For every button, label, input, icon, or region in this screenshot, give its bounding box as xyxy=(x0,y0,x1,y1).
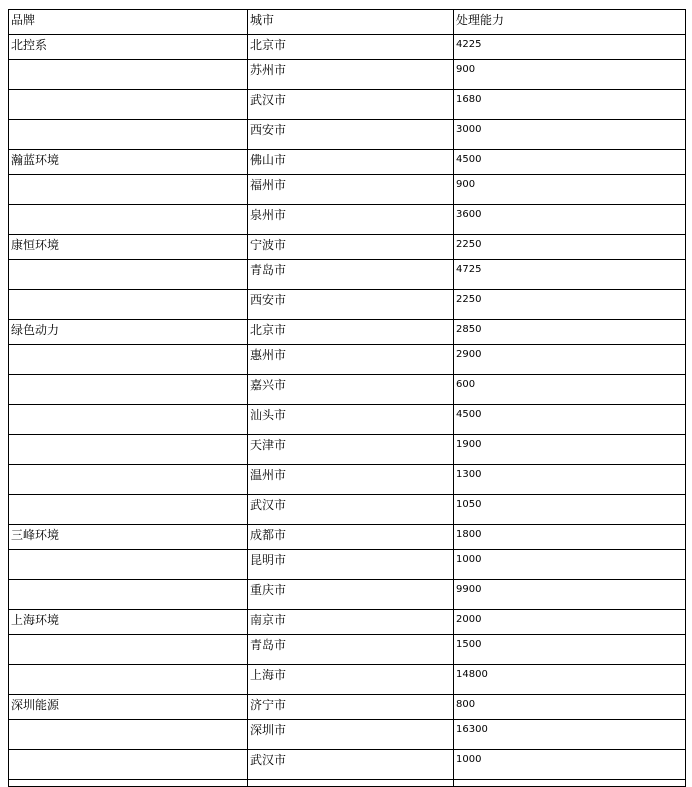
city-cell xyxy=(248,780,454,787)
capacity-cell: 2250 xyxy=(454,290,686,320)
city-cell: 武汉市 xyxy=(248,90,454,120)
table-row xyxy=(9,260,686,290)
city-cell: 武汉市 xyxy=(248,495,454,525)
brand-cell: 绿色动力 xyxy=(9,320,248,345)
capacity-cell: 1900 xyxy=(454,435,686,465)
header-capacity: 处理能力 xyxy=(454,10,686,35)
header-brand: 品牌 xyxy=(9,10,248,35)
table-row xyxy=(9,375,686,405)
brand-cell xyxy=(9,750,248,780)
table-row xyxy=(9,35,686,60)
brand-cell xyxy=(9,465,248,495)
table-row xyxy=(9,525,686,550)
city-cell: 青岛市 xyxy=(248,635,454,665)
city-cell: 天津市 xyxy=(248,435,454,465)
capacity-cell: 1680 xyxy=(454,90,686,120)
brand-cell xyxy=(9,405,248,435)
capacity-cell: 4500 xyxy=(454,405,686,435)
table-row xyxy=(9,205,686,235)
capacity-cell: 4500 xyxy=(454,150,686,175)
city-cell: 深圳市 xyxy=(248,720,454,750)
city-cell: 宁波市 xyxy=(248,235,454,260)
table-row xyxy=(9,235,686,260)
brand-cell xyxy=(9,495,248,525)
brand-cell: 瀚蓝环境 xyxy=(9,150,248,175)
table-row xyxy=(9,780,686,787)
city-cell: 泉州市 xyxy=(248,205,454,235)
city-cell: 西安市 xyxy=(248,290,454,320)
city-cell: 武汉市 xyxy=(248,750,454,780)
city-cell: 南京市 xyxy=(248,610,454,635)
capacity-cell: 1000 xyxy=(454,550,686,580)
table-row xyxy=(9,665,686,695)
capacity-cell: 1800 xyxy=(454,525,686,550)
city-cell: 昆明市 xyxy=(248,550,454,580)
brand-cell xyxy=(9,345,248,375)
table-row xyxy=(9,60,686,90)
city-cell: 嘉兴市 xyxy=(248,375,454,405)
capacity-cell: 4225 xyxy=(454,35,686,60)
city-cell: 北京市 xyxy=(248,320,454,345)
table-row xyxy=(9,750,686,780)
brand-cell: 北控系 xyxy=(9,35,248,60)
capacity-cell: 600 xyxy=(454,375,686,405)
brand-cell xyxy=(9,205,248,235)
city-cell: 佛山市 xyxy=(248,150,454,175)
brand-cell: 上海环境 xyxy=(9,610,248,635)
capacity-cell: 2250 xyxy=(454,235,686,260)
table-row xyxy=(9,635,686,665)
brand-cell xyxy=(9,175,248,205)
table-row xyxy=(9,120,686,150)
table-header-row xyxy=(9,10,686,35)
table-row xyxy=(9,90,686,120)
capacity-cell: 900 xyxy=(454,175,686,205)
capacity-cell: 2900 xyxy=(454,345,686,375)
capacity-cell: 2850 xyxy=(454,320,686,345)
capacity-cell: 1050 xyxy=(454,495,686,525)
brand-cell xyxy=(9,120,248,150)
brand-cell xyxy=(9,780,248,787)
table-row xyxy=(9,550,686,580)
city-cell: 成都市 xyxy=(248,525,454,550)
capacity-cell: 1300 xyxy=(454,465,686,495)
capacity-cell: 4725 xyxy=(454,260,686,290)
city-cell: 西安市 xyxy=(248,120,454,150)
table-row xyxy=(9,610,686,635)
brand-cell xyxy=(9,580,248,610)
city-cell: 汕头市 xyxy=(248,405,454,435)
capacity-cell: 3000 xyxy=(454,120,686,150)
table-row xyxy=(9,720,686,750)
city-cell: 惠州市 xyxy=(248,345,454,375)
capacity-cell: 2000 xyxy=(454,610,686,635)
capacity-table xyxy=(8,9,686,787)
table-row xyxy=(9,695,686,720)
capacity-cell xyxy=(454,780,686,787)
city-cell: 济宁市 xyxy=(248,695,454,720)
brand-cell xyxy=(9,665,248,695)
brand-cell xyxy=(9,550,248,580)
brand-cell: 三峰环境 xyxy=(9,525,248,550)
table-row xyxy=(9,580,686,610)
table-row xyxy=(9,435,686,465)
table-row xyxy=(9,345,686,375)
brand-cell xyxy=(9,60,248,90)
capacity-cell: 16300 xyxy=(454,720,686,750)
capacity-cell: 14800 xyxy=(454,665,686,695)
brand-cell: 深圳能源 xyxy=(9,695,248,720)
header-city: 城市 xyxy=(248,10,454,35)
table-row xyxy=(9,150,686,175)
capacity-cell: 3600 xyxy=(454,205,686,235)
brand-cell xyxy=(9,90,248,120)
city-cell: 重庆市 xyxy=(248,580,454,610)
brand-cell: 康恒环境 xyxy=(9,235,248,260)
capacity-cell: 800 xyxy=(454,695,686,720)
brand-cell xyxy=(9,375,248,405)
table-row xyxy=(9,405,686,435)
table-body xyxy=(9,10,686,787)
city-cell: 上海市 xyxy=(248,665,454,695)
brand-cell xyxy=(9,290,248,320)
capacity-cell: 1500 xyxy=(454,635,686,665)
city-cell: 北京市 xyxy=(248,35,454,60)
city-cell: 福州市 xyxy=(248,175,454,205)
brand-cell xyxy=(9,260,248,290)
city-cell: 青岛市 xyxy=(248,260,454,290)
table-row xyxy=(9,320,686,345)
table-row xyxy=(9,175,686,205)
capacity-cell: 9900 xyxy=(454,580,686,610)
brand-cell xyxy=(9,435,248,465)
table-row xyxy=(9,495,686,525)
table-row xyxy=(9,290,686,320)
city-cell: 苏州市 xyxy=(248,60,454,90)
capacity-cell: 1000 xyxy=(454,750,686,780)
table-row xyxy=(9,465,686,495)
capacity-cell: 900 xyxy=(454,60,686,90)
city-cell: 温州市 xyxy=(248,465,454,495)
brand-cell xyxy=(9,720,248,750)
brand-cell xyxy=(9,635,248,665)
